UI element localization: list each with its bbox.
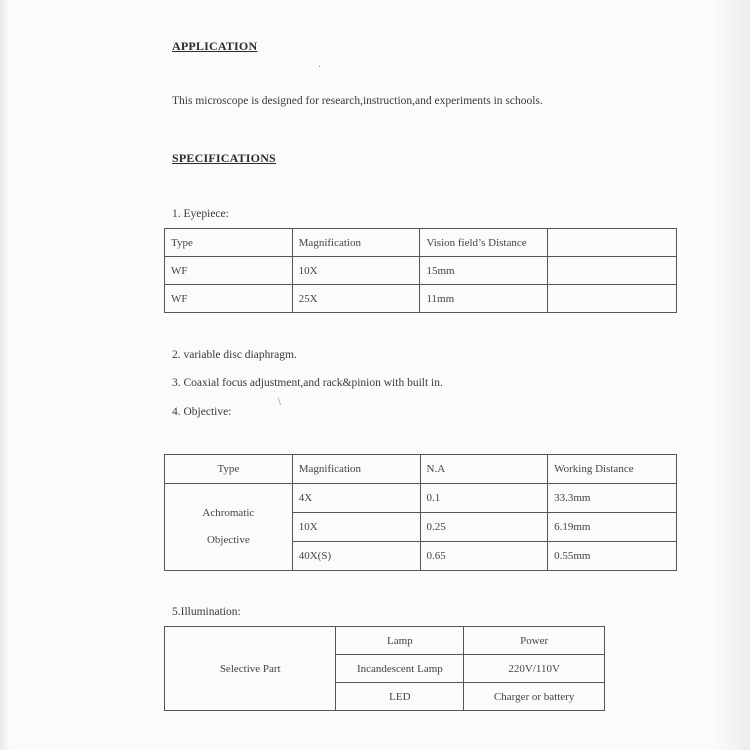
table-header-cell [548, 229, 677, 257]
table-row [165, 484, 677, 513]
table-header-cell: Working Distance [548, 455, 677, 484]
table-cell: 25X [292, 285, 420, 313]
specifications-heading: SPECIFICATIONS [172, 151, 276, 165]
table-cell: LED [336, 683, 464, 711]
table-cell: Charger or battery [464, 683, 605, 711]
illumination-label: 5.Illumination: [172, 606, 241, 618]
table-cell: Incandescent Lamp [336, 655, 464, 683]
objective-type-line-1: Achromatic [202, 507, 255, 519]
table-row [165, 627, 605, 655]
table-cell: 15mm [420, 257, 548, 285]
table-header-row [165, 455, 677, 484]
scan-speck: \ [278, 397, 281, 408]
table-cell [548, 257, 677, 285]
table-cell: 0.25 [420, 513, 548, 542]
table-header-cell: Vision field’s Distance [420, 229, 548, 257]
page-left-edge [0, 0, 10, 750]
table-cell: 40X(S) [292, 542, 420, 571]
item-2-text: 2. variable disc diaphragm. [172, 349, 297, 361]
table-row [165, 257, 677, 285]
objective-type-line-2: Objective [206, 534, 250, 546]
objective-table [164, 454, 677, 571]
table-cell [548, 285, 677, 313]
selective-part-cell: Selective Part [165, 627, 336, 711]
application-text: This microscope is designed for research,instruction,and experiments in schools. [172, 95, 543, 107]
table-header-cell: Magnification [292, 229, 420, 257]
table-header-cell: Type [165, 455, 293, 484]
table-header-cell: Magnification [292, 455, 420, 484]
scan-speck: · [318, 62, 322, 73]
table-header-row [165, 229, 677, 257]
illumination-table [164, 626, 605, 711]
table-row [165, 285, 677, 313]
table-cell: 33.3mm [548, 484, 677, 513]
table-cell: 6.19mm [548, 513, 677, 542]
table-cell: 0.65 [420, 542, 548, 571]
table-cell: 220V/110V [464, 655, 605, 683]
page-right-edge [714, 0, 750, 750]
table-header-cell: Type [165, 229, 293, 257]
table-cell: 10X [292, 257, 420, 285]
table-cell: 0.1 [420, 484, 548, 513]
item-3-text: 3. Coaxial focus adjustment,and rack&pinion with built in. [172, 377, 443, 389]
eyepiece-label: 1. Eyepiece: [172, 208, 229, 220]
application-heading: APPLICATION [172, 39, 258, 53]
eyepiece-table [164, 228, 677, 313]
table-header-cell: Lamp [336, 627, 464, 655]
objective-type-cell [165, 484, 293, 571]
item-4-text: 4. Objective: [172, 406, 232, 418]
table-cell: 11mm [420, 285, 548, 313]
table-cell: 10X [292, 513, 420, 542]
table-cell: WF [165, 285, 293, 313]
table-cell: 0.55mm [548, 542, 677, 571]
table-cell: 4X [292, 484, 420, 513]
table-cell: WF [165, 257, 293, 285]
table-header-cell: N.A [420, 455, 548, 484]
table-header-cell: Power [464, 627, 605, 655]
